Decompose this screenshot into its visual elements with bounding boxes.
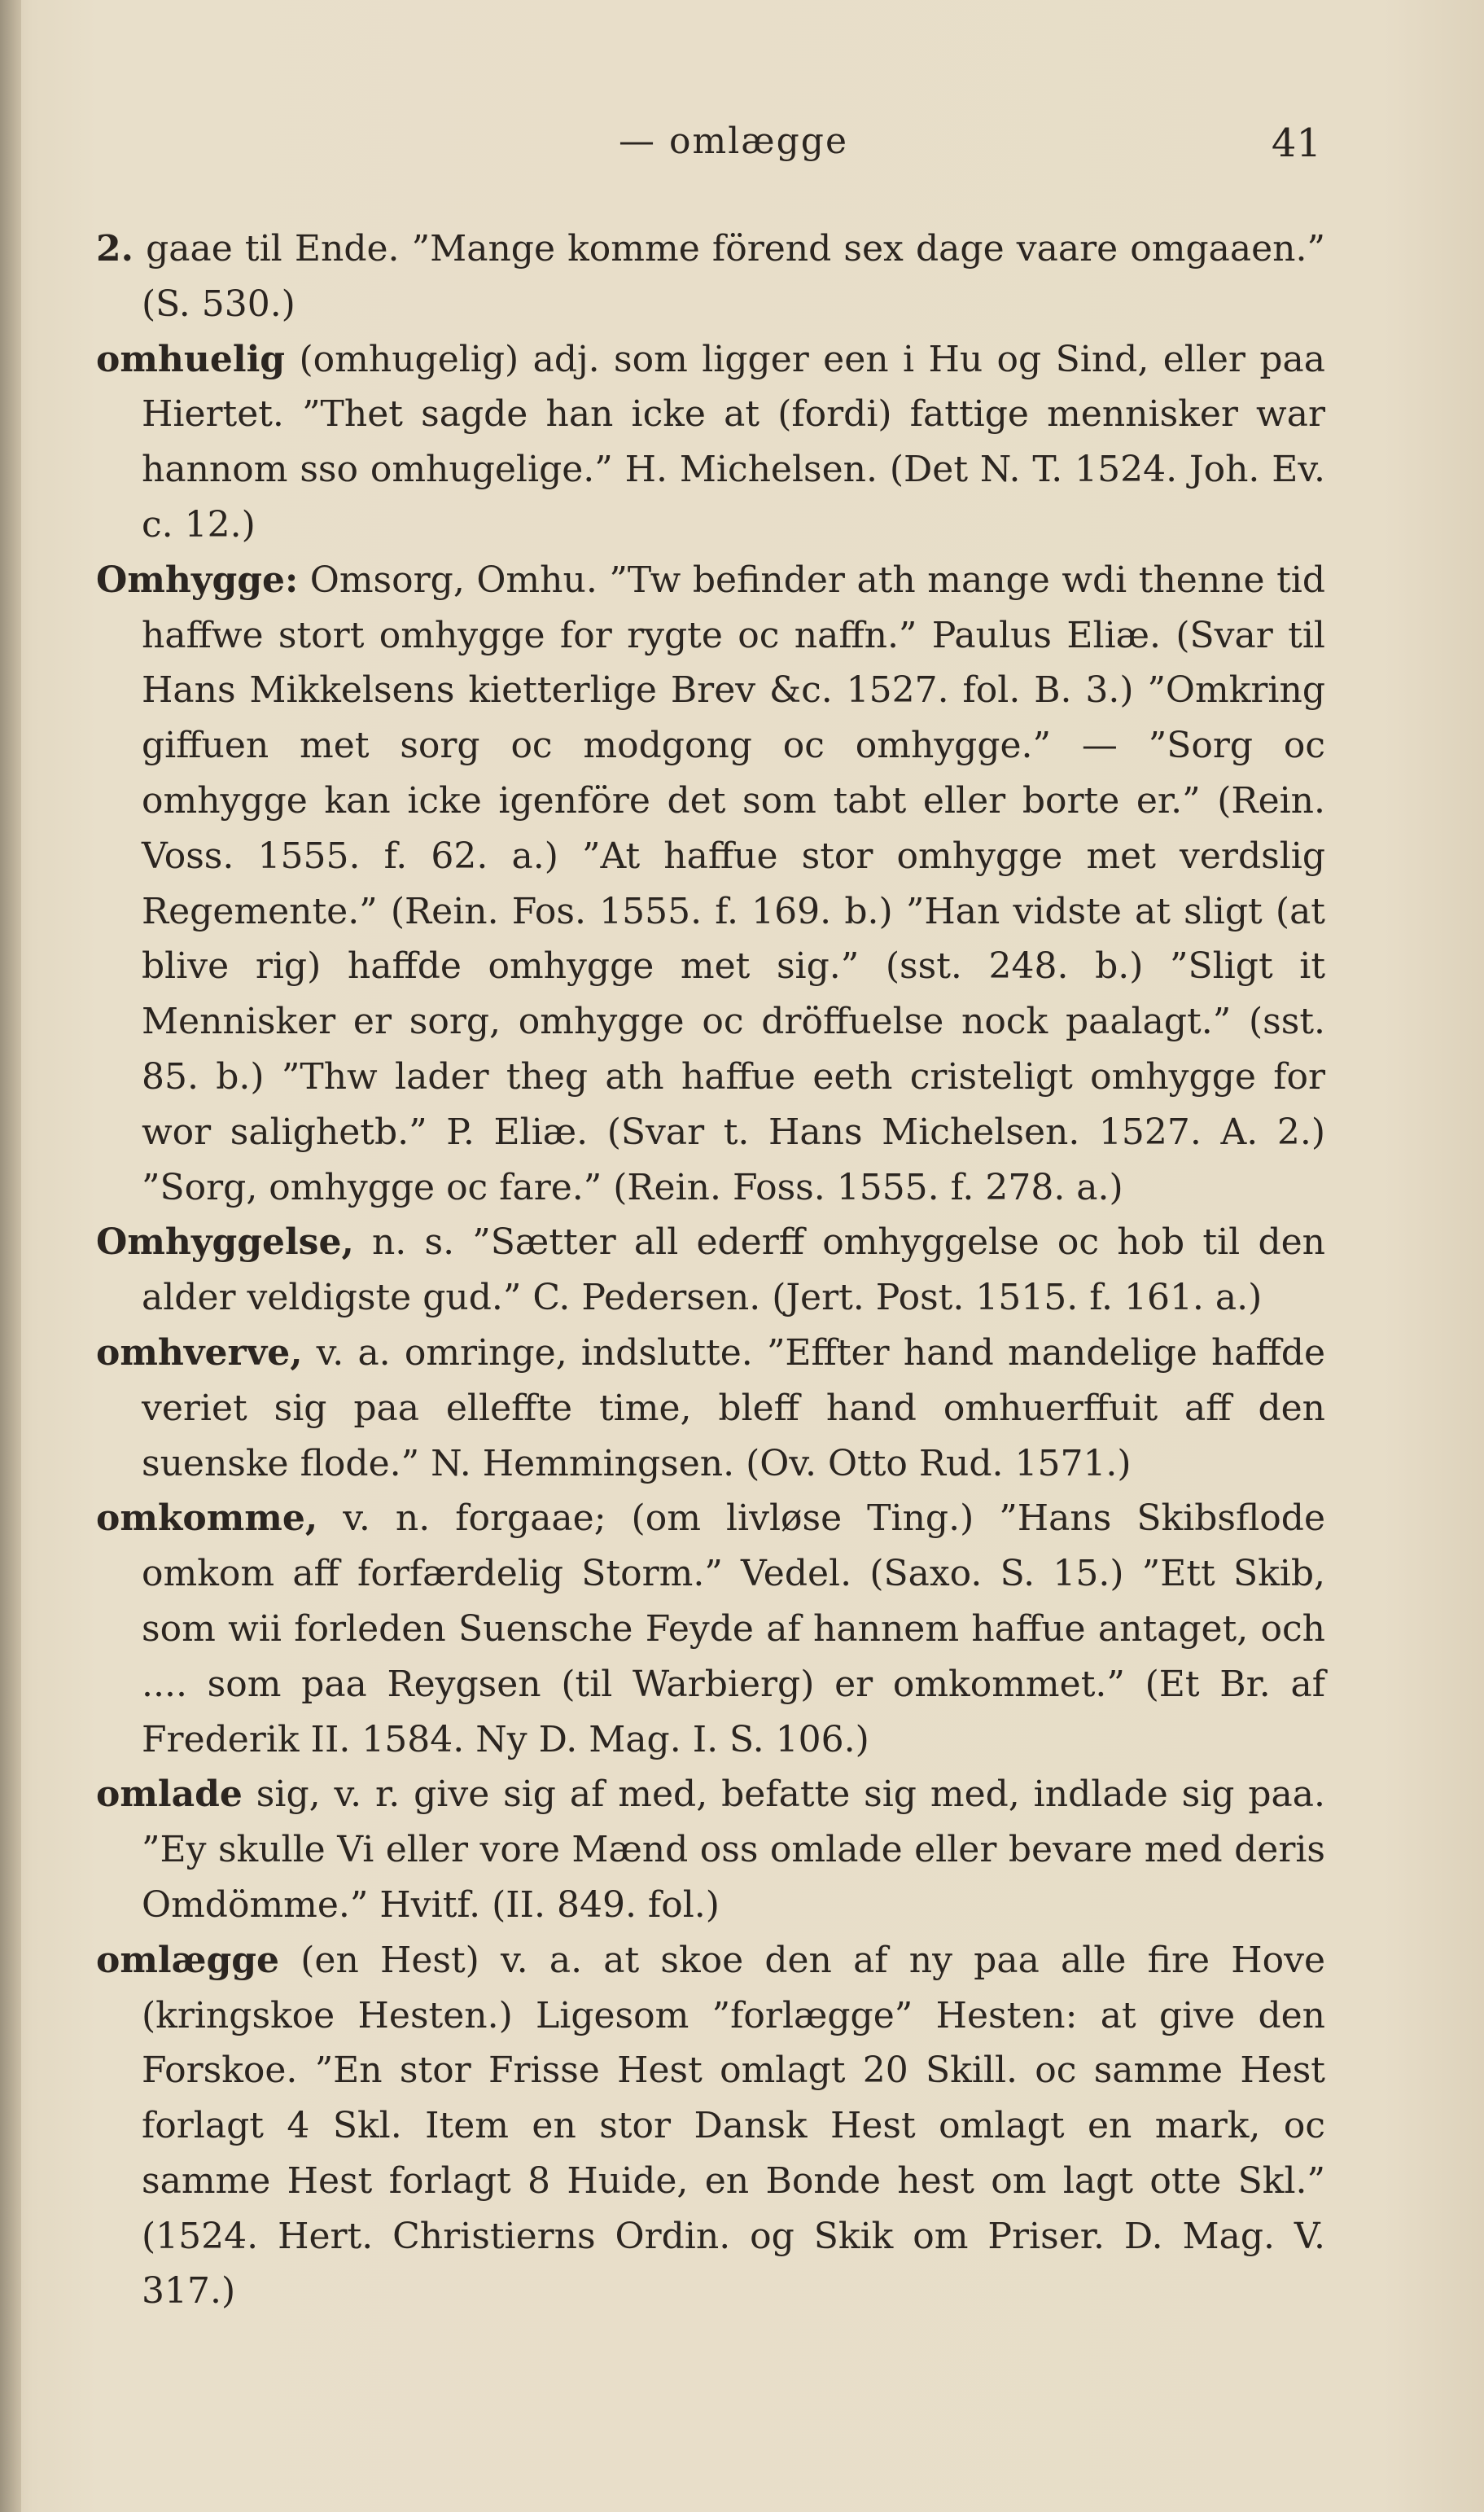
entry-text: (omhugelig) adj. som ligger een i Hu og Sind, eller paa Hiertet. ”Thet sagde han icke at (fordi) fattige mennisker war hannom sso omhugelige.” H. Michelsen. (Det N. T. 1524. Joh. Ev. c. 12.) (142, 338, 1325, 546)
entry-lemma: omlade (96, 1773, 243, 1816)
entry-text: Omsorg, Omhu. ”Tw befinder ath mange wdi thenne tid haffwe stort omhygge for rygte oc naffn.” Paulus Eliæ. (Svar til Hans Mikkelsens kietterlige Brev &c. 1527. fol. B. 3.) ”Omkring giffuen met sorg oc modgong oc omhygge.” — ”Sorg oc omhygge kan icke igenföre det som tabt eller borte er.” (Rein. Voss. 1555. f. 62. a.) ”At haffue stor omhygge met verdslig Regemente.” (Rein. Fos. 1555. f. 169. b.) ”Han vidste at sligt (at blive rig) haffde omhygge met sig.” (sst. 248. b.) ”Sligt it Mennisker er sorg, omhygge oc dröffuelse nock paalagt.” (sst. 85. b.) ”Thw lader theg ath haffue eeth cristeligt omhygge for wor salighetb.” P. Eliæ. (Svar t. Hans Michelsen. 1527. A. 2.) ”Sorg, omhygge oc fare.” (Rein. Foss. 1555. f. 278. a.) (142, 559, 1325, 1208)
entry-text: gaae til Ende. ”Mange komme förend sex dage vaare omgaaen.” (S. 530.) (133, 228, 1325, 325)
entry-lemma: omlægge (96, 1939, 280, 1981)
entry-text: n. s. ”Sætter all ederff omhyggelse oc hob til den alder veldigste gud.” C. Pedersen. (Jert. Post. 1515. f. 161. a.) (142, 1221, 1325, 1319)
entry-text: (en Hest) v. a. at skoe den af ny paa alle fire Hove (kringskoe Hesten.) Ligesom ”forlægge” Hesten: at give den Forskoe. ”En stor Frisse Hest omlagt 20 Skill. oc samme Hest forlagt 4 Skl. Item en stor Dansk Hest omlagt en mark, oc samme Hest forlagt 8 Huide, en Bonde hest om lagt otte Skl.” (1524. Hert. Christierns Ordin. og Skik om Priser. D. Mag. V. 317.) (142, 1939, 1325, 2313)
book-spine-shadow (0, 0, 21, 2512)
dictionary-entry (96, 332, 1325, 553)
dictionary-entry (96, 1767, 1325, 1932)
dictionary-body (96, 221, 1325, 2319)
entry-text: v. a. omringe, indslutte. ”Effter hand mandelige haffde veriet sig paa elleffte time, bleff hand omhuerffuit aff den suenske flode.” N. Hemmingsen. (Ov. Otto Rud. 1571.) (142, 1331, 1325, 1484)
entry-text: v. n. forgaae; (om livløse Ting.) ”Hans Skibsflode omkom aff forfærdelig Storm.” Vedel. (Saxo. S. 15.) ”Ett Skib, som wii forleden Suensche Feyde af hannem haffue antaget, och .... som paa Reygsen (til Warbierg) er omkommet.” (Et Br. af Frederik II. 1584. Ny D. Mag. I. S. 106.) (142, 1497, 1325, 1760)
dictionary-entry (96, 1491, 1325, 1767)
dictionary-entry (96, 1215, 1325, 1326)
dictionary-entry (96, 1326, 1325, 1491)
running-head: — omlægge (619, 121, 848, 162)
dictionary-entry (96, 221, 1325, 332)
entry-text: sig, v. r. give sig af med, befatte sig med, indlade sig paa. ”Ey skulle Vi eller vore Mænd oss omlade eller bevare med deris Omdömme.” Hvitf. (II. 849. fol.) (142, 1773, 1325, 1926)
page-header (0, 121, 1484, 178)
entry-lemma: omhuelig (96, 338, 286, 380)
entry-lemma: Omhyggelse, (96, 1221, 354, 1264)
entry-lemma: omhverve, (96, 1331, 303, 1374)
entry-lemma: Omhygge: (96, 559, 299, 601)
page-number: 41 (1271, 121, 1321, 166)
entry-lemma: omkomme, (96, 1497, 318, 1540)
dictionary-entry (96, 1933, 1325, 2320)
dictionary-entry (96, 553, 1325, 1216)
entry-lemma: 2. (96, 228, 134, 270)
